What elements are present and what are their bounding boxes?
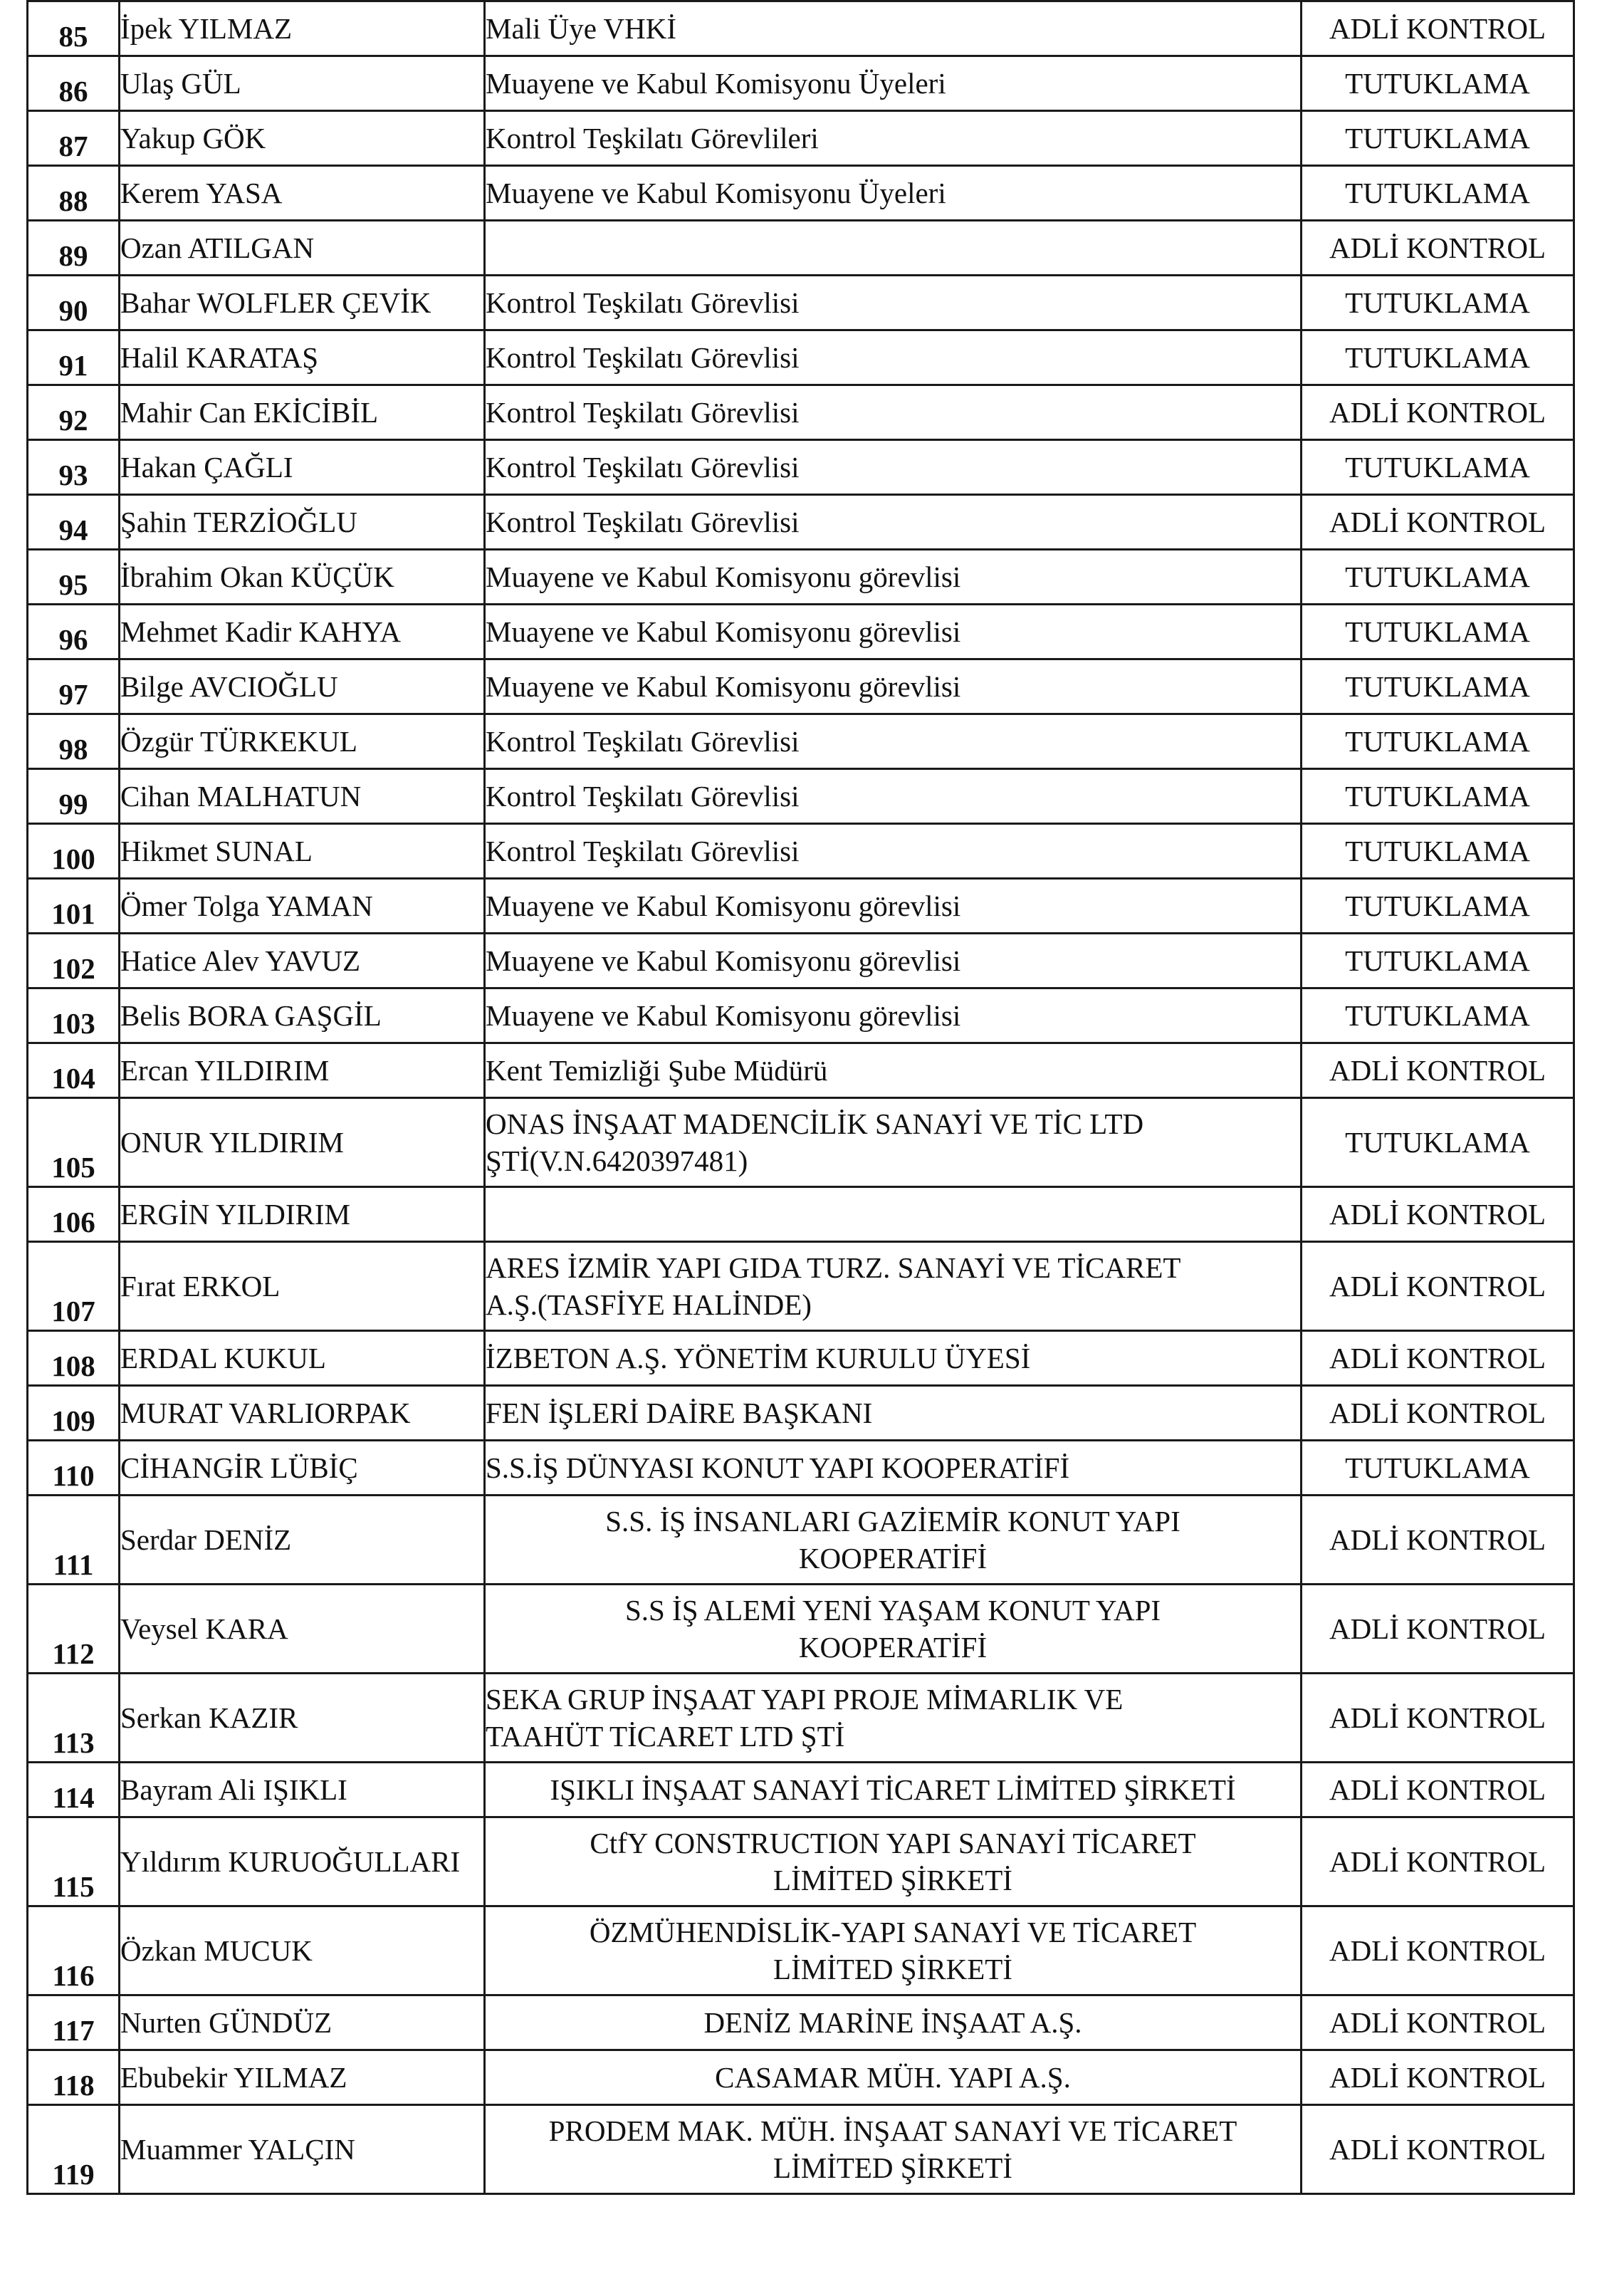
person-name: Hakan ÇAĞLI [120,440,485,495]
row-number: 88 [28,166,120,221]
status-cell: TUTUKLAMA [1302,440,1574,495]
row-number: 118 [28,2050,120,2105]
role-line: Kontrol Teşkilatı Görevlisi [486,451,800,484]
person-name: Bahar WOLFLER ÇEVİK [120,276,485,330]
role-cell [485,2105,1302,2194]
person-name: Nurten GÜNDÜZ [120,1995,485,2050]
table-row [28,111,1574,166]
status-cell: ADLİ KONTROL [1302,2050,1574,2105]
row-number: 111 [28,1496,120,1585]
role-line: Kent Temizliği Şube Müdürü [486,1054,828,1087]
role-cell [485,1674,1302,1763]
person-name: Özgür TÜRKEKUL [120,714,485,769]
role-line: LİMİTED ŞİRKETİ [773,2151,1012,2184]
role-cell [485,934,1302,988]
role-line: Kontrol Teşkilatı Görevlisi [486,780,800,813]
status-cell: ADLİ KONTROL [1302,1817,1574,1906]
role-line: Kontrol Teşkilatı Görevlisi [486,396,800,429]
role-line: A.Ş.(TASFİYE HALİNDE) [486,1288,812,1321]
table-row [28,824,1574,879]
status-cell: TUTUKLAMA [1302,824,1574,879]
row-number: 95 [28,550,120,605]
status-cell: ADLİ KONTROL [1302,1386,1574,1441]
person-name: Mahir Can EKİCİBİL [120,385,485,440]
role-line: SEKA GRUP İNŞAAT YAPI PROJE MİMARLIK VE [486,1683,1124,1716]
table-row [28,440,1574,495]
table-row [28,714,1574,769]
person-name: Bayram Ali IŞIKLI [120,1763,485,1817]
row-number: 110 [28,1441,120,1496]
table-body [28,1,1574,2194]
row-number: 89 [28,221,120,276]
status-cell: TUTUKLAMA [1302,605,1574,659]
person-name: Şahin TERZİOĞLU [120,495,485,550]
status-cell: TUTUKLAMA [1302,330,1574,385]
role-cell [485,879,1302,934]
table-row [28,659,1574,714]
person-name: Hatice Alev YAVUZ [120,934,485,988]
role-line: Kontrol Teşkilatı Görevlileri [486,122,819,155]
table-row [28,1043,1574,1098]
table-row [28,330,1574,385]
role-line: Kontrol Teşkilatı Görevlisi [486,506,800,538]
row-number: 117 [28,1995,120,2050]
role-cell [485,385,1302,440]
status-cell: TUTUKLAMA [1302,111,1574,166]
role-line: PRODEM MAK. MÜH. İNŞAAT SANAYİ VE TİCARET [548,2114,1237,2147]
person-name: Kerem YASA [120,166,485,221]
row-number: 86 [28,56,120,111]
table-row [28,276,1574,330]
role-cell [485,221,1302,276]
table-row [28,495,1574,550]
status-cell: TUTUKLAMA [1302,276,1574,330]
status-cell: TUTUKLAMA [1302,166,1574,221]
person-name: Belis BORA GAŞGİL [120,988,485,1043]
defendants-table [26,0,1575,2195]
status-cell: ADLİ KONTROL [1302,1585,1574,1674]
person-name: Ercan YILDIRIM [120,1043,485,1098]
role-line: FEN İŞLERİ DAİRE BAŞKANI [486,1397,873,1429]
status-cell: TUTUKLAMA [1302,879,1574,934]
table-row [28,879,1574,934]
row-number: 114 [28,1763,120,1817]
role-line: IŞIKLI İNŞAAT SANAYİ TİCARET LİMİTED ŞİRKETİ [550,1773,1236,1806]
table-row [28,56,1574,111]
role-cell [485,1386,1302,1441]
status-cell: TUTUKLAMA [1302,714,1574,769]
role-cell [485,166,1302,221]
role-line: Muayene ve Kabul Komisyonu görevlisi [486,999,961,1032]
role-cell [485,1,1302,56]
person-name: Yakup GÖK [120,111,485,166]
table-row [28,1906,1574,1995]
table-row [28,1187,1574,1242]
table-row [28,2050,1574,2105]
person-name: Ozan ATILGAN [120,221,485,276]
role-line: Muayene ve Kabul Komisyonu Üyeleri [486,177,946,209]
role-cell [485,1906,1302,1995]
table-row [28,1817,1574,1906]
role-line: İZBETON A.Ş. YÖNETİM KURULU ÜYESİ [486,1342,1031,1374]
row-number: 107 [28,1242,120,1331]
status-cell: ADLİ KONTROL [1302,1496,1574,1585]
row-number: 104 [28,1043,120,1098]
row-number: 112 [28,1585,120,1674]
person-name: Cihan MALHATUN [120,769,485,824]
status-cell: ADLİ KONTROL [1302,1763,1574,1817]
role-line: Kontrol Teşkilatı Görevlisi [486,725,800,758]
status-cell: ADLİ KONTROL [1302,1995,1574,2050]
row-number: 97 [28,659,120,714]
role-cell [485,1242,1302,1331]
role-cell [485,495,1302,550]
status-cell: ADLİ KONTROL [1302,1242,1574,1331]
role-line: ARES İZMİR YAPI GIDA TURZ. SANAYİ VE TİCARET [486,1251,1181,1284]
role-cell [485,1817,1302,1906]
role-line: Mali Üye VHKİ [486,12,676,45]
person-name: Fırat ERKOL [120,1242,485,1331]
table-row [28,1,1574,56]
person-name: Veysel KARA [120,1585,485,1674]
person-name: CİHANGİR LÜBİÇ [120,1441,485,1496]
person-name: ERGİN YILDIRIM [120,1187,485,1242]
table-row [28,769,1574,824]
role-cell [485,605,1302,659]
role-line: S.S İŞ ALEMİ YENİ YAŞAM KONUT YAPI [624,1594,1161,1627]
role-cell [485,1496,1302,1585]
person-name: Ulaş GÜL [120,56,485,111]
row-number: 99 [28,769,120,824]
table-row [28,988,1574,1043]
role-cell [485,1043,1302,1098]
role-cell [485,1098,1302,1187]
role-line: Muayene ve Kabul Komisyonu görevlisi [486,670,961,703]
row-number: 90 [28,276,120,330]
status-cell: ADLİ KONTROL [1302,495,1574,550]
role-cell [485,1441,1302,1496]
role-line: CtfY CONSTRUCTION YAPI SANAYİ TİCARET [590,1827,1196,1859]
role-cell [485,330,1302,385]
role-line: CASAMAR MÜH. YAPI A.Ş. [715,2061,1071,2094]
row-number: 100 [28,824,120,879]
table-row [28,1674,1574,1763]
table-row [28,1585,1574,1674]
row-number: 96 [28,605,120,659]
role-cell [485,1995,1302,2050]
person-name: Serdar DENİZ [120,1496,485,1585]
status-cell: ADLİ KONTROL [1302,385,1574,440]
role-cell [485,550,1302,605]
table-row [28,1386,1574,1441]
role-line: ONAS İNŞAAT MADENCİLİK SANAYİ VE TİC LTD [486,1107,1144,1140]
row-number: 109 [28,1386,120,1441]
status-cell: TUTUKLAMA [1302,550,1574,605]
person-name: Ebubekir YILMAZ [120,2050,485,2105]
role-line: LİMİTED ŞİRKETİ [773,1864,1012,1896]
person-name: İbrahim Okan KÜÇÜK [120,550,485,605]
role-line: Kontrol Teşkilatı Görevlisi [486,835,800,867]
role-cell [485,769,1302,824]
status-cell: ADLİ KONTROL [1302,221,1574,276]
role-cell [485,1763,1302,1817]
status-cell: TUTUKLAMA [1302,1098,1574,1187]
person-name: ERDAL KUKUL [120,1331,485,1386]
status-cell: TUTUKLAMA [1302,934,1574,988]
person-name: Hikmet SUNAL [120,824,485,879]
role-line: Kontrol Teşkilatı Görevlisi [486,286,800,319]
role-cell [485,714,1302,769]
row-number: 106 [28,1187,120,1242]
status-cell: TUTUKLAMA [1302,769,1574,824]
person-name: MURAT VARLIORPAK [120,1386,485,1441]
table-row [28,1995,1574,2050]
role-line: Muayene ve Kabul Komisyonu Üyeleri [486,67,946,100]
row-number: 105 [28,1098,120,1187]
table-row [28,1098,1574,1187]
role-cell [485,111,1302,166]
role-line: Kontrol Teşkilatı Görevlisi [486,341,800,374]
status-cell: TUTUKLAMA [1302,659,1574,714]
row-number: 94 [28,495,120,550]
row-number: 116 [28,1906,120,1995]
row-number: 102 [28,934,120,988]
status-cell: ADLİ KONTROL [1302,1,1574,56]
role-line: Muayene ve Kabul Komisyonu görevlisi [486,889,961,922]
person-name: Özkan MUCUK [120,1906,485,1995]
person-name: Halil KARATAŞ [120,330,485,385]
person-name: Serkan KAZIR [120,1674,485,1763]
role-line: S.S.İŞ DÜNYASI KONUT YAPI KOOPERATİFİ [486,1451,1070,1484]
row-number: 93 [28,440,120,495]
status-cell: ADLİ KONTROL [1302,1043,1574,1098]
row-number: 98 [28,714,120,769]
status-cell: ADLİ KONTROL [1302,1674,1574,1763]
role-cell [485,1331,1302,1386]
role-line: KOOPERATİFİ [798,1631,988,1664]
role-line: KOOPERATİFİ [798,1542,988,1575]
row-number: 115 [28,1817,120,1906]
table-row [28,550,1574,605]
row-number: 92 [28,385,120,440]
role-line: ŞTİ(V.N.6420397481) [486,1144,748,1177]
row-number: 108 [28,1331,120,1386]
role-cell [485,988,1302,1043]
table-row [28,1763,1574,1817]
table-row [28,934,1574,988]
table-row [28,1496,1574,1585]
role-cell [485,2050,1302,2105]
status-cell: ADLİ KONTROL [1302,1331,1574,1386]
row-number: 85 [28,1,120,56]
role-line: LİMİTED ŞİRKETİ [773,1953,1012,1985]
role-cell [485,56,1302,111]
status-cell: ADLİ KONTROL [1302,1906,1574,1995]
role-cell [485,440,1302,495]
table-row [28,1242,1574,1331]
table-row [28,605,1574,659]
row-number: 87 [28,111,120,166]
status-cell: ADLİ KONTROL [1302,2105,1574,2194]
row-number: 103 [28,988,120,1043]
person-name: Ömer Tolga YAMAN [120,879,485,934]
person-name: ONUR YILDIRIM [120,1098,485,1187]
person-name: Bilge AVCIOĞLU [120,659,485,714]
row-number: 119 [28,2105,120,2194]
role-line: TAAHÜT TİCARET LTD ŞTİ [486,1720,845,1753]
status-cell: TUTUKLAMA [1302,1441,1574,1496]
role-cell [485,1187,1302,1242]
row-number: 91 [28,330,120,385]
role-line: Muayene ve Kabul Komisyonu görevlisi [486,615,961,648]
row-number: 101 [28,879,120,934]
table-row [28,385,1574,440]
table-row [28,2105,1574,2194]
table-row [28,1441,1574,1496]
person-name: İpek YILMAZ [120,1,485,56]
role-cell [485,824,1302,879]
role-line: Muayene ve Kabul Komisyonu görevlisi [486,944,961,977]
table-row [28,1331,1574,1386]
role-line: S.S. İŞ İNSANLARI GAZİEMİR KONUT YAPI [605,1505,1180,1538]
person-name: Mehmet Kadir KAHYA [120,605,485,659]
role-cell [485,1585,1302,1674]
row-number: 113 [28,1674,120,1763]
role-cell [485,659,1302,714]
role-line: DENİZ MARİNE İNŞAAT A.Ş. [703,2006,1082,2039]
role-line: ÖZMÜHENDİSLİK-YAPI SANAYİ VE TİCARET [589,1916,1197,1948]
status-cell: TUTUKLAMA [1302,988,1574,1043]
role-cell [485,276,1302,330]
table-row [28,221,1574,276]
status-cell: ADLİ KONTROL [1302,1187,1574,1242]
person-name: Muammer YALÇIN [120,2105,485,2194]
person-name: Yıldırım KURUOĞULLARI [120,1817,485,1906]
table-row [28,166,1574,221]
role-line: Muayene ve Kabul Komisyonu görevlisi [486,560,961,593]
status-cell: TUTUKLAMA [1302,56,1574,111]
